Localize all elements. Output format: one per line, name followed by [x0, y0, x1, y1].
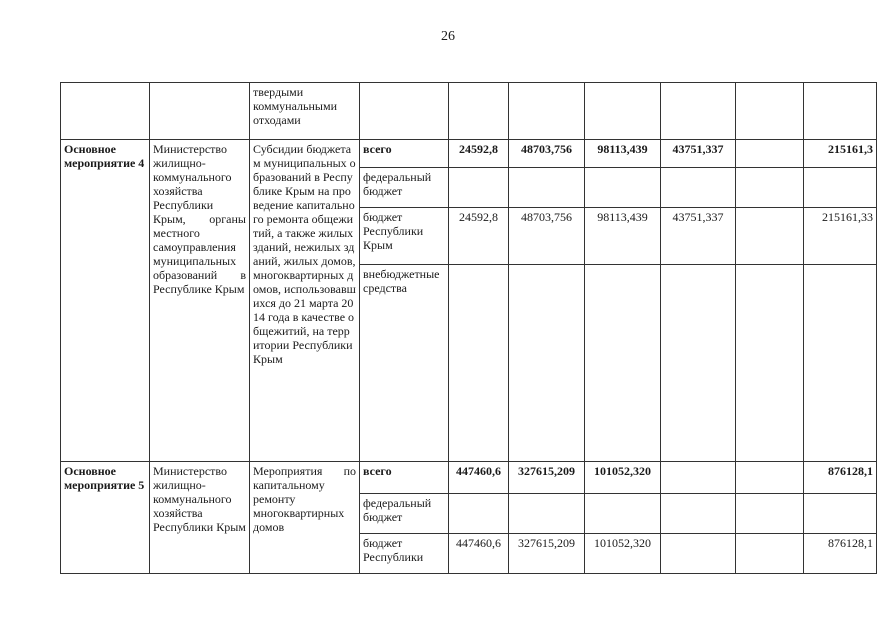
table-cell [509, 83, 585, 140]
value-cell [449, 494, 509, 534]
table-row [61, 83, 877, 140]
value-cell: 24592,8 [449, 140, 509, 168]
value-cell [736, 168, 804, 208]
table-cell [585, 83, 661, 140]
value-cell [661, 168, 736, 208]
value-cell [585, 168, 661, 208]
value-cell [449, 265, 509, 462]
value-cell [661, 462, 736, 494]
table-cell [360, 83, 449, 140]
table-row [61, 462, 877, 494]
value-cell [661, 265, 736, 462]
table-cell [661, 83, 736, 140]
table-cell [150, 83, 250, 140]
value-cell [585, 265, 661, 462]
table-cell [449, 83, 509, 140]
value-cell [661, 494, 736, 534]
executor-cell: Министерство жилищно-коммунального хозяйства Республики Крым, органы местного самоуправления муниципальных образований в Республике Крым [150, 140, 250, 462]
value-cell [509, 265, 585, 462]
description-cell: твердыми коммунальными отходами [250, 83, 360, 140]
description-cell: Мероприятия по капитальному ремонту многоквартирных домов [250, 462, 360, 574]
event-cell: Основное мероприятие 5 [61, 462, 150, 574]
value-cell [736, 494, 804, 534]
value-cell [736, 208, 804, 265]
page-number: 26 [441, 29, 455, 44]
description-cell: Субсидии бюджетам муниципальных образований в Республике Крым на проведение капитального ремонта общежитий, а также жилых зданий, нежилых зданий, жилых домов, многоквартирных домов, использовавшихся до 21 марта 2014 года в качестве общежитий, на территории Республики Крым [250, 140, 360, 462]
total-cell: 215161,3 [804, 140, 877, 168]
budget-table [60, 82, 877, 574]
value-cell: 48703,756 [509, 208, 585, 265]
total-cell [804, 494, 877, 534]
table-cell [804, 83, 877, 140]
total-cell: 876128,1 [804, 534, 877, 574]
value-cell: 98113,439 [585, 208, 661, 265]
value-cell [736, 462, 804, 494]
value-cell: 447460,6 [449, 462, 509, 494]
table-cell [736, 83, 804, 140]
event-cell: Основное мероприятие 4 [61, 140, 150, 462]
value-cell [449, 168, 509, 208]
value-cell [509, 494, 585, 534]
value-cell [736, 265, 804, 462]
source-label: федеральный бюджет [360, 168, 449, 208]
source-label: федеральный бюджет [360, 494, 449, 534]
value-cell [736, 140, 804, 168]
value-cell: 43751,337 [661, 208, 736, 265]
value-cell: 43751,337 [661, 140, 736, 168]
value-cell: 327615,209 [509, 534, 585, 574]
source-label: внебюджетные средства [360, 265, 449, 462]
executor-cell: Министерство жилищно-коммунального хозяйства Республики Крым [150, 462, 250, 574]
value-cell: 101052,320 [585, 462, 661, 494]
value-cell [661, 534, 736, 574]
value-cell: 327615,209 [509, 462, 585, 494]
source-label: всего [360, 462, 449, 494]
value-cell [736, 534, 804, 574]
source-label: бюджет Республики Крым [360, 208, 449, 265]
source-label: всего [360, 140, 449, 168]
table-cell [61, 83, 150, 140]
value-cell: 447460,6 [449, 534, 509, 574]
source-label: бюджет Республики [360, 534, 449, 574]
value-cell: 48703,756 [509, 140, 585, 168]
value-cell: 24592,8 [449, 208, 509, 265]
total-cell [804, 168, 877, 208]
value-cell: 101052,320 [585, 534, 661, 574]
table-row [61, 140, 877, 168]
value-cell [585, 494, 661, 534]
value-cell [509, 168, 585, 208]
total-cell: 876128,1 [804, 462, 877, 494]
total-cell [804, 265, 877, 462]
value-cell: 98113,439 [585, 140, 661, 168]
total-cell: 215161,33 [804, 208, 877, 265]
